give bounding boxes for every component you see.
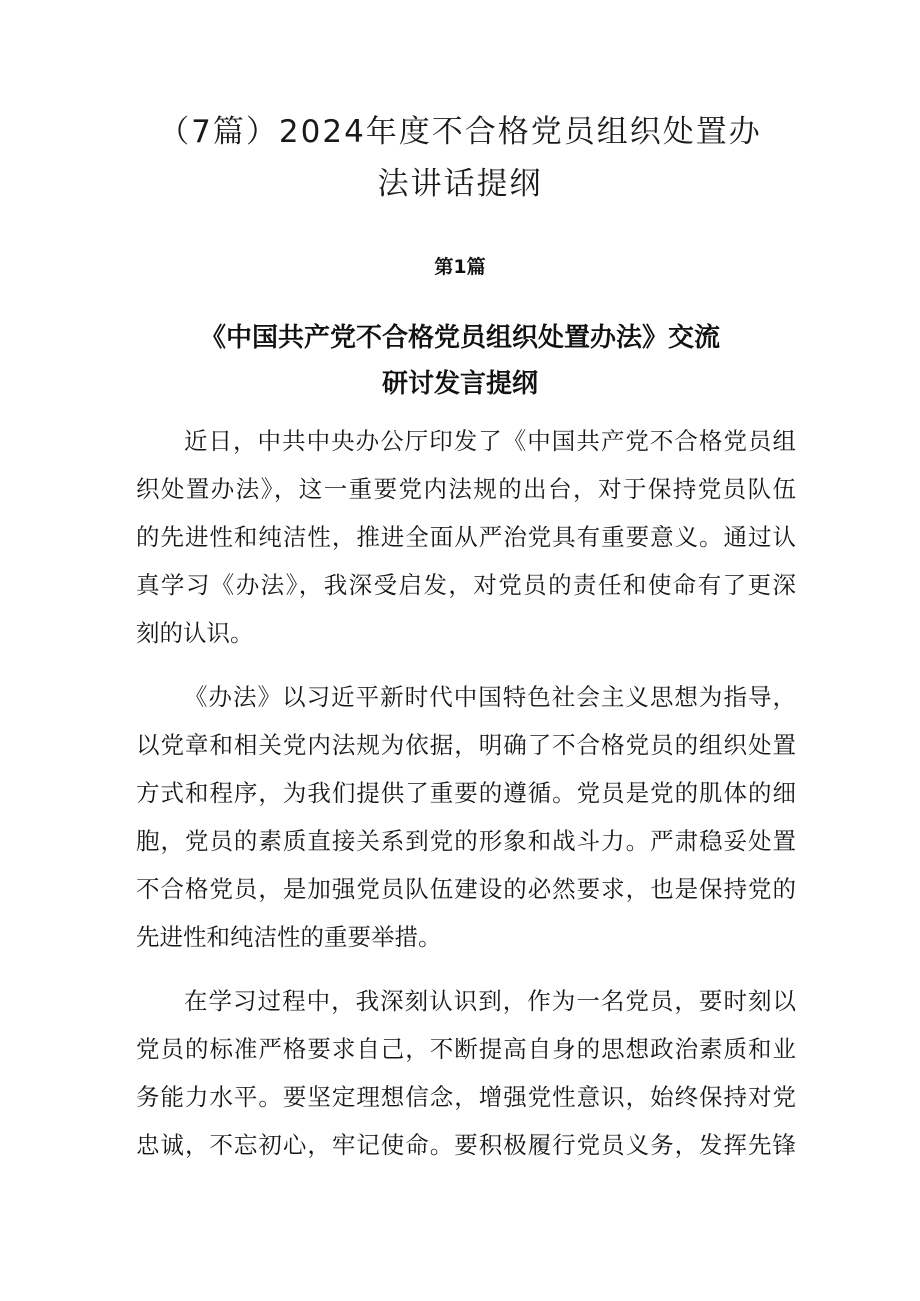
- paragraph-line: 近日，中共中央办公厅印发了《中国共产党不合格党员组: [184, 427, 796, 455]
- paragraph-line: 忠诚，不忘初心，牢记使命。要积极履行党员义务，发挥先锋: [136, 1131, 796, 1159]
- paragraph-line: 不合格党员，是加强党员队伍建设的必然要求，也是保持党的: [136, 875, 796, 903]
- paragraph-line: 方式和程序，为我们提供了重要的遵循。党员是党的肌体的细: [136, 779, 796, 807]
- document-title-line-1: （7篇）2024年度不合格党员组织处置办: [158, 114, 762, 150]
- paragraph-line: 胞，党员的素质直接关系到党的形象和战斗力。严肃稳妥处置: [136, 827, 796, 855]
- paragraph-line: 在学习过程中，我深刻认识到，作为一名党员，要时刻以: [184, 987, 796, 1015]
- paragraph-line: 真学习《办法》，我深受启发，对党员的责任和使命有了更深: [136, 571, 796, 599]
- subtitle-line-2: 研讨发言提纲: [381, 369, 538, 399]
- paragraph-line: 先进性和纯洁性的重要举措。: [136, 923, 442, 951]
- part-label: 第1篇: [434, 256, 486, 278]
- paragraph-line: 《办法》以习近平新时代中国特色社会主义思想为指导，: [184, 683, 796, 711]
- document-title-line-2: 法讲话提纲: [377, 166, 543, 202]
- paragraph-line: 以党章和相关党内法规为依据，明确了不合格党员的组织处置: [136, 731, 796, 759]
- paragraph-line: 务能力水平。要坚定理想信念，增强党性意识，始终保持对党: [136, 1083, 796, 1111]
- paragraph-line: 织处置办法》，这一重要党内法规的出台，对于保持党员队伍: [136, 475, 796, 503]
- paragraph-line: 的先进性和纯洁性，推进全面从严治党具有重要意义。通过认: [136, 523, 796, 551]
- paragraph-line: 党员的标准严格要求自己，不断提高自身的思想政治素质和业: [136, 1035, 796, 1063]
- paragraph-line: 刻的认识。: [136, 619, 254, 647]
- subtitle-line-1: 《中国共产党不合格党员组织处置办法》交流: [199, 323, 720, 353]
